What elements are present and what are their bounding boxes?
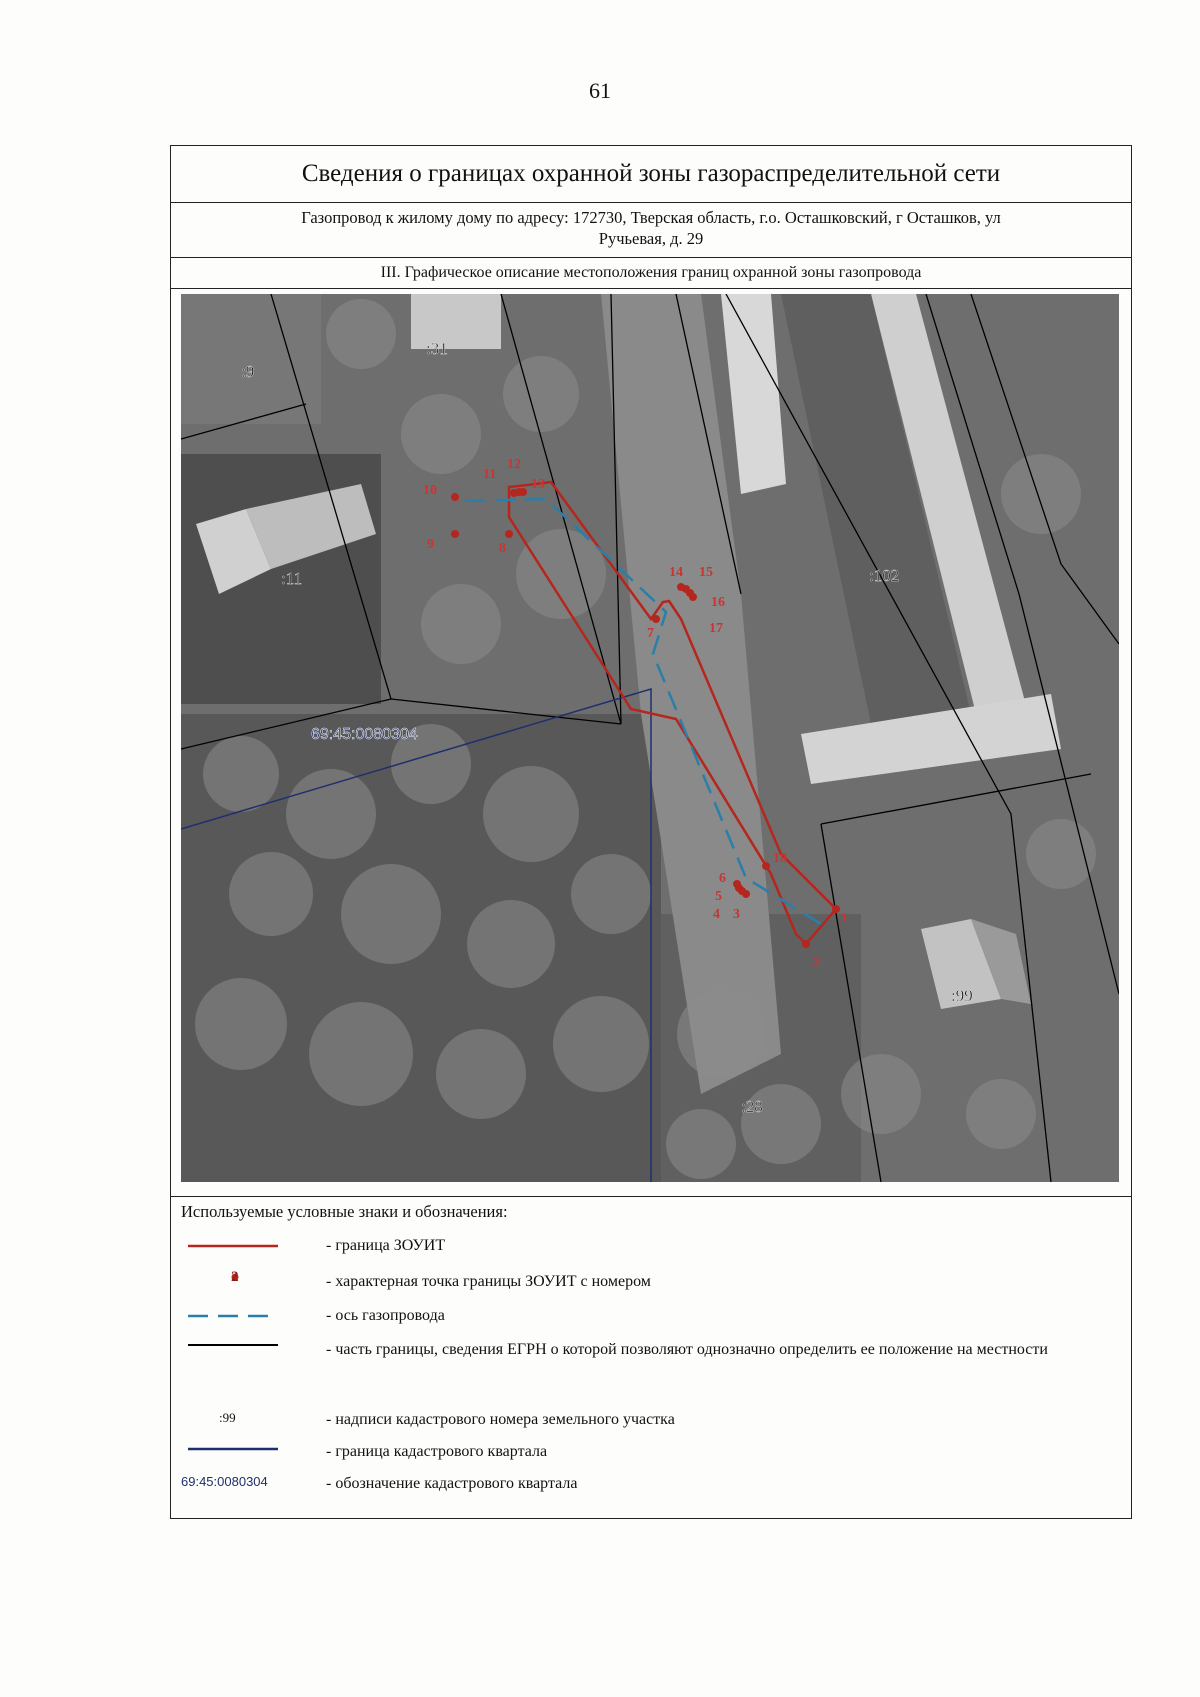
legend-text: - граница кадастрового квартала (326, 1443, 548, 1460)
point-label: 5 (715, 889, 722, 904)
point-label: 16 (711, 595, 725, 610)
parcel-label: :99 (951, 986, 973, 1005)
parcel-label: :9 (241, 362, 255, 381)
legend-title: Используемые условные знаки и обозначения: (181, 1202, 508, 1221)
point-label: 2 (813, 955, 820, 970)
boundary-point (505, 530, 513, 538)
boundary-point (733, 880, 741, 888)
point-label: 15 (699, 565, 713, 580)
legend-item-pipe-axis (171, 1301, 1131, 1333)
address-text (171, 202, 1131, 258)
parcel-label: :11 (281, 569, 303, 588)
boundary-point (652, 615, 660, 623)
legend-parcel-sample: :99 (219, 1410, 236, 1425)
building-shape (411, 294, 501, 349)
legend-point-number: 2 (231, 1269, 239, 1285)
legend-text: - обозначение кадастрового квартала (326, 1475, 578, 1492)
blue-dashed-line-icon (183, 1301, 283, 1331)
point-label: 18 (773, 851, 787, 866)
parcel-label: :102 (869, 566, 900, 585)
point-label: 13 (531, 477, 545, 492)
boundary-point (689, 593, 697, 601)
section-heading: III. Графическое описание местоположения границ охранной зоны газопровода (171, 258, 1131, 289)
point-label: 3 (733, 907, 740, 922)
quarter-label: 69:45:0080304 (311, 726, 418, 743)
boundary-point (802, 940, 810, 948)
legend-text: - граница ЗОУИТ (326, 1237, 446, 1254)
legend-text: - надписи кадастрового номера земельного участка (326, 1411, 675, 1428)
boundary-point (832, 905, 840, 913)
boundary-point (519, 488, 527, 496)
parcel-label: :28 (741, 1097, 763, 1116)
legend-quarter-sample: 69:45:0080304 (181, 1474, 268, 1489)
document-frame (170, 145, 1132, 1519)
point-label: 12 (507, 457, 521, 472)
boundary-point (451, 530, 459, 538)
point-label: 1 (841, 911, 848, 926)
point-label: 7 (647, 626, 654, 641)
point-label: 17 (709, 621, 723, 636)
point-label: 6 (719, 871, 726, 886)
legend-item-parcel-label (171, 1405, 1131, 1437)
point-label: 10 (423, 483, 437, 498)
point-label: 9 (427, 537, 434, 552)
boundary-point (762, 862, 770, 870)
legend (171, 1196, 1131, 1517)
document-title: Сведения о границах охранной зоны газораспределительной сети (171, 146, 1131, 203)
point-label: 8 (499, 541, 506, 556)
navy-line-icon (183, 1437, 283, 1467)
boundary-point (451, 493, 459, 501)
point-label: 11 (483, 467, 497, 482)
legend-text: - часть границы, сведения ЕГРН о которой позволяют однозначно определить ее положение на местности (326, 1341, 1048, 1358)
legend-text: - характерная точка границы ЗОУИТ с номером (326, 1273, 651, 1290)
legend-item-quarter-label (171, 1469, 1131, 1501)
black-line-icon (183, 1335, 283, 1365)
point-label: 4 (713, 907, 720, 922)
aerial-map (181, 294, 1119, 1182)
red-line-icon (183, 1231, 283, 1261)
legend-text: - ось газопровода (326, 1307, 445, 1324)
legend-item-egrn-boundary (171, 1335, 1131, 1391)
address-line-2: Ручьевая, д. 29 (598, 229, 704, 248)
page-number: 61 (589, 78, 611, 103)
legend-item-boundary-point (171, 1267, 1131, 1299)
address-line-1: Газопровод к жилому дому по адресу: 172730, Тверская область, г.о. Осташковский, г Осташков, ул (301, 208, 1001, 227)
point-label: 14 (669, 565, 683, 580)
legend-item-quarter-boundary (171, 1437, 1131, 1469)
legend-item-zouit-boundary (171, 1231, 1131, 1263)
parcel-label: :31 (426, 339, 448, 358)
